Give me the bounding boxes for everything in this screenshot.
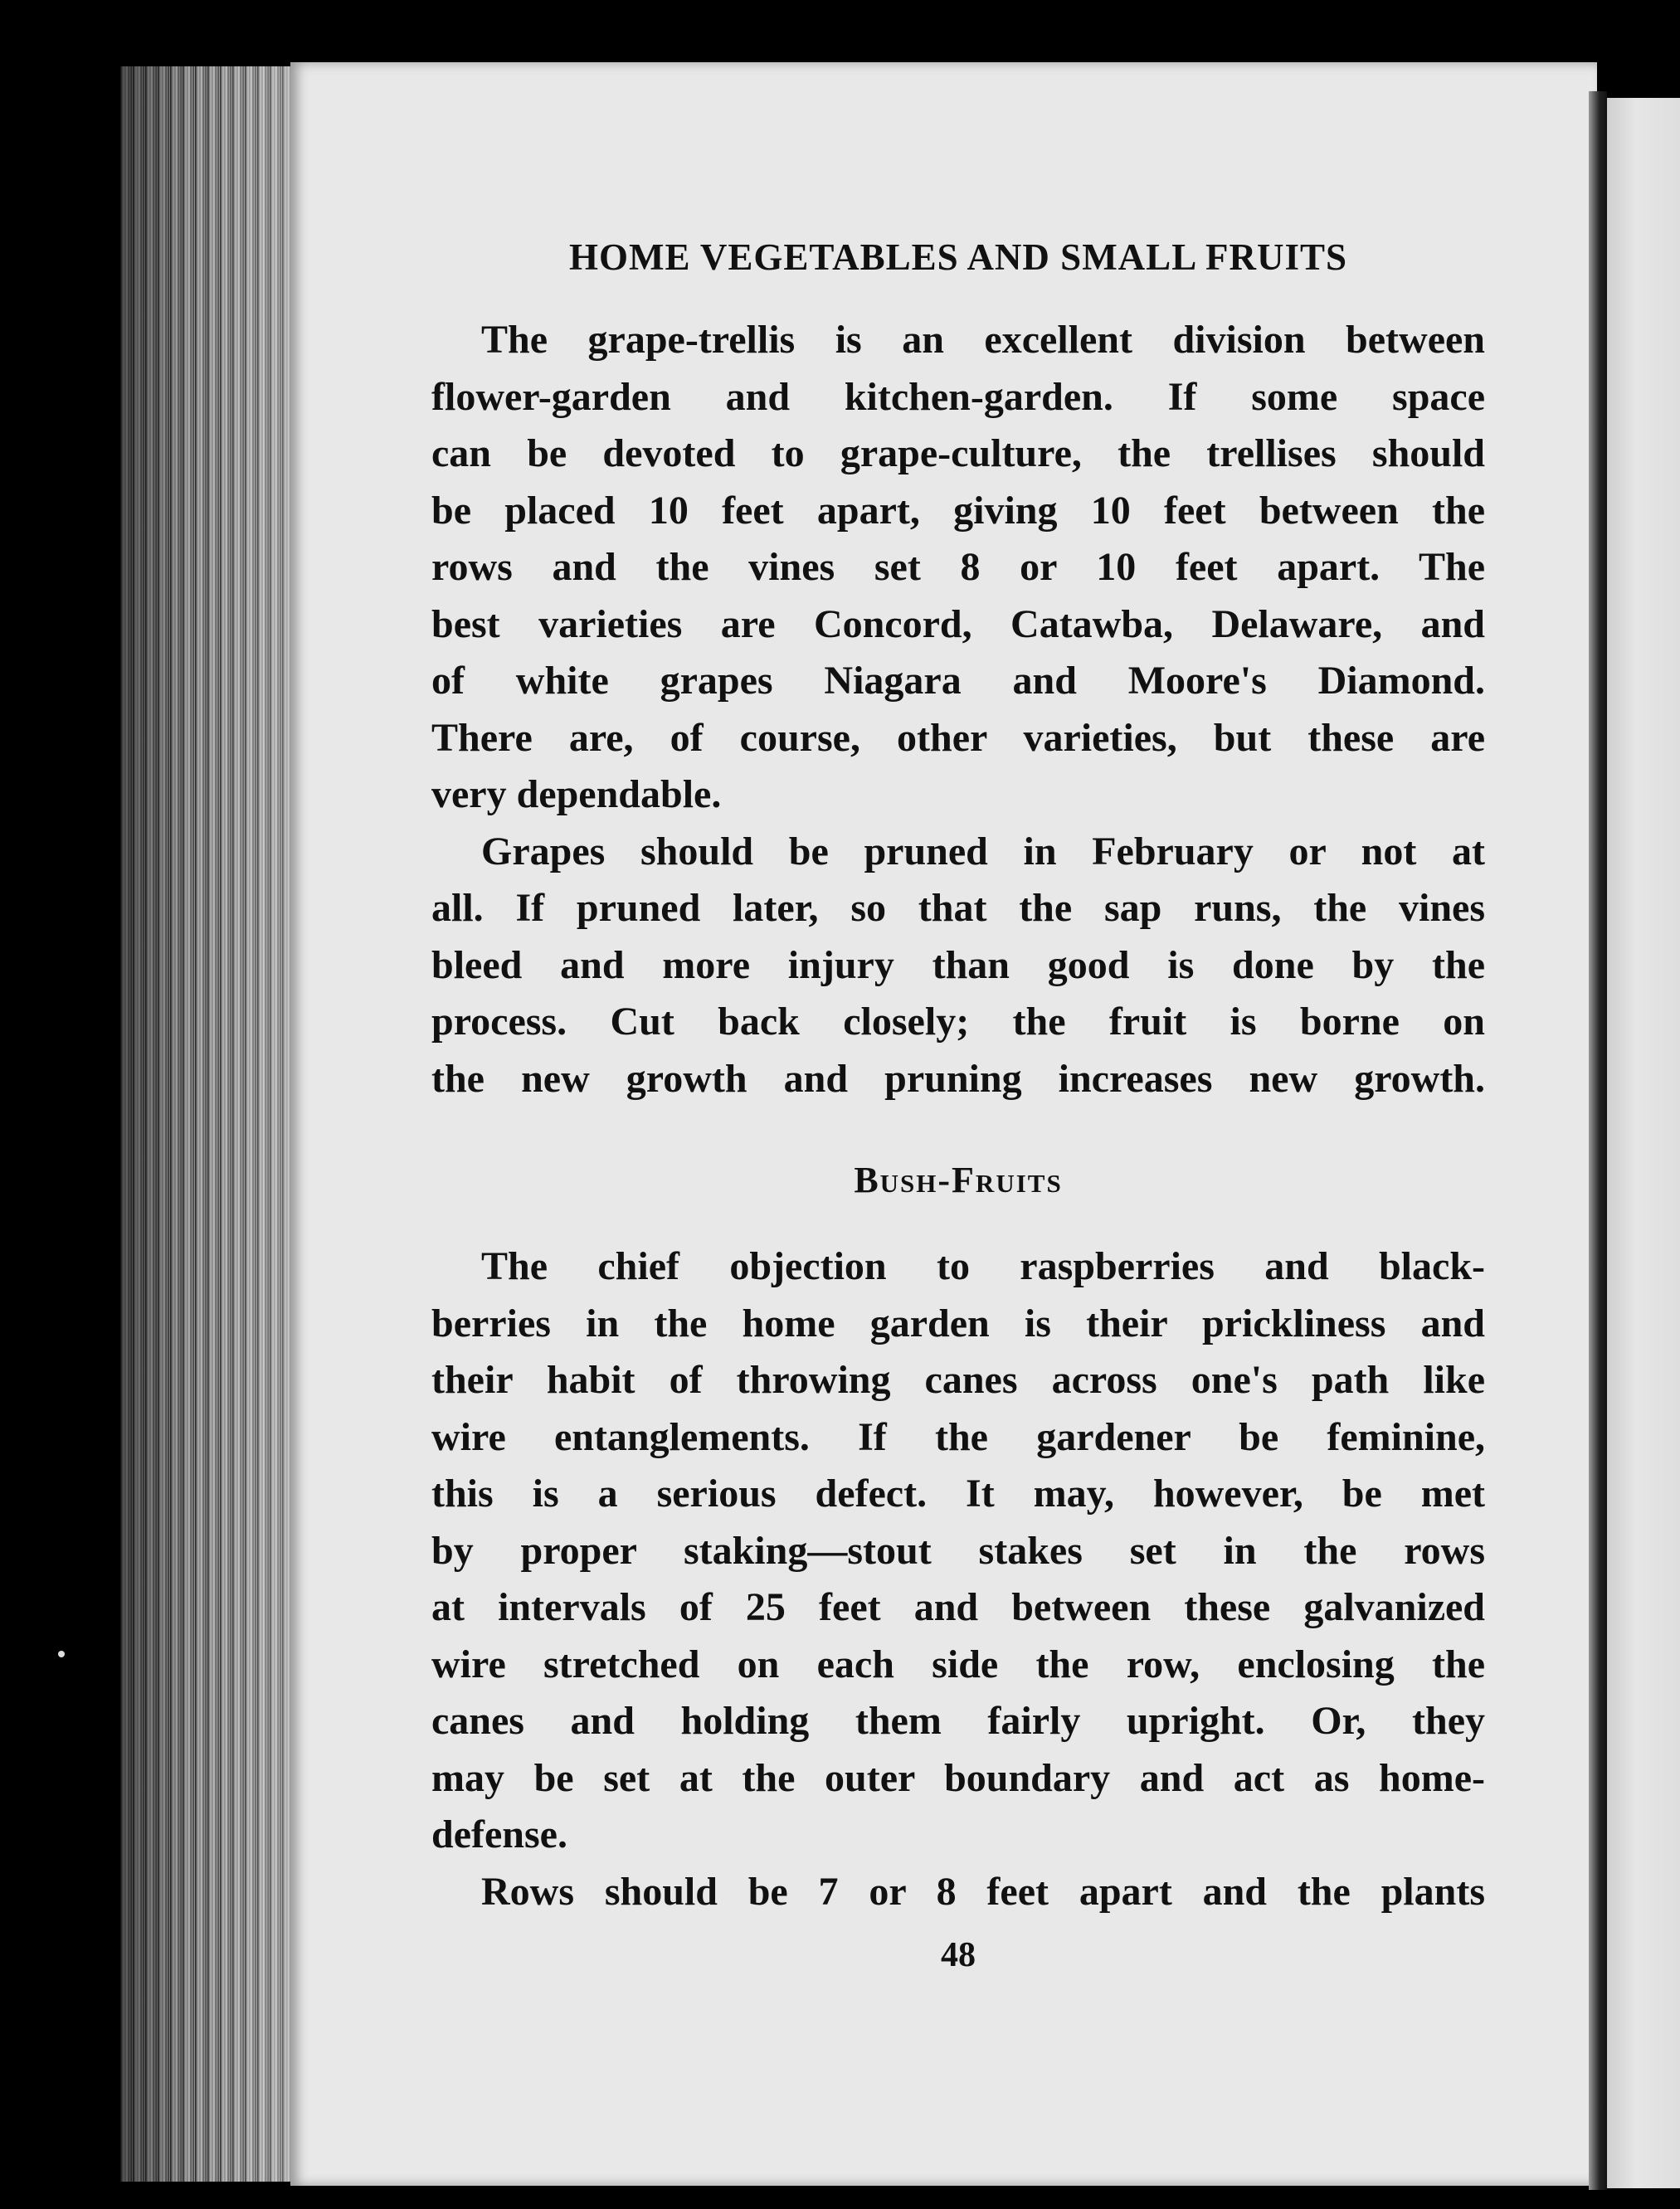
facing-page-edge bbox=[1607, 98, 1680, 2188]
text-line: best varieties are Concord, Catawba, Delaware, and bbox=[431, 601, 1485, 646]
text-line: wire entanglements. If the gardener be feminine, bbox=[431, 1414, 1485, 1459]
text-line: The chief objection to raspberries and black- bbox=[481, 1244, 1485, 1288]
page-number: 48 bbox=[941, 1936, 976, 1974]
text-line: all. If pruned later, so that the sap runs, the vines bbox=[431, 886, 1485, 930]
text-line: process. Cut back closely; the fruit is borne on bbox=[431, 1000, 1485, 1044]
text-line: The grape-trellis is an excellent division between bbox=[481, 318, 1485, 362]
text-line: Grapes should be pruned in February or not at bbox=[481, 829, 1485, 873]
text-line: wire stretched on each side the row, enclosing the bbox=[431, 1642, 1485, 1686]
text-line: Rows should be 7 or 8 feet apart and the plants bbox=[481, 1869, 1485, 1914]
text-line: the new growth and pruning increases new growth. bbox=[431, 1056, 1485, 1101]
paragraph-grape-pruning bbox=[431, 824, 1485, 1108]
text-line: rows and the vines set 8 or 10 feet apart. The bbox=[431, 545, 1485, 589]
book-page-edges bbox=[120, 66, 299, 2182]
text-line: by proper staking—stout stakes set in the rows bbox=[431, 1528, 1485, 1573]
book-gutter bbox=[1589, 91, 1607, 2190]
text-line: of white grapes Niagara and Moore's Diamond. bbox=[431, 659, 1485, 703]
page-text-block bbox=[431, 232, 1485, 1980]
paragraph-row-spacing bbox=[431, 1864, 1485, 1921]
text-line: may be set at the outer boundary and act as home- bbox=[431, 1755, 1485, 1800]
text-line: can be devoted to grape-culture, the trellises should bbox=[431, 431, 1485, 475]
section-heading: Bush-Fruits bbox=[854, 1160, 1063, 1200]
scan-speck bbox=[58, 1651, 65, 1657]
paragraph-bush-fruits bbox=[431, 1238, 1485, 1864]
text-line: defense. bbox=[431, 1812, 567, 1856]
text-line: their habit of throwing canes across one's path like bbox=[431, 1358, 1485, 1402]
text-line: canes and holding them fairly upright. Or, they bbox=[431, 1699, 1485, 1743]
text-line: at intervals of 25 feet and between these galvanized bbox=[431, 1585, 1485, 1629]
text-line: be placed 10 feet apart, giving 10 feet between the bbox=[431, 488, 1485, 533]
text-line: flower-garden and kitchen-garden. If some space bbox=[431, 374, 1485, 419]
paragraph-grape-trellis bbox=[431, 312, 1485, 824]
text-line: berries in the home garden is their prickliness and bbox=[431, 1301, 1485, 1345]
text-line: this is a serious defect. It may, however, be met bbox=[431, 1472, 1485, 1516]
text-line: very dependable. bbox=[431, 772, 722, 816]
running-head: HOME VEGETABLES AND SMALL FRUITS bbox=[568, 236, 1348, 278]
text-line: bleed and more injury than good is done by the bbox=[431, 942, 1485, 987]
text-line: There are, of course, other varieties, but these are bbox=[431, 715, 1485, 760]
